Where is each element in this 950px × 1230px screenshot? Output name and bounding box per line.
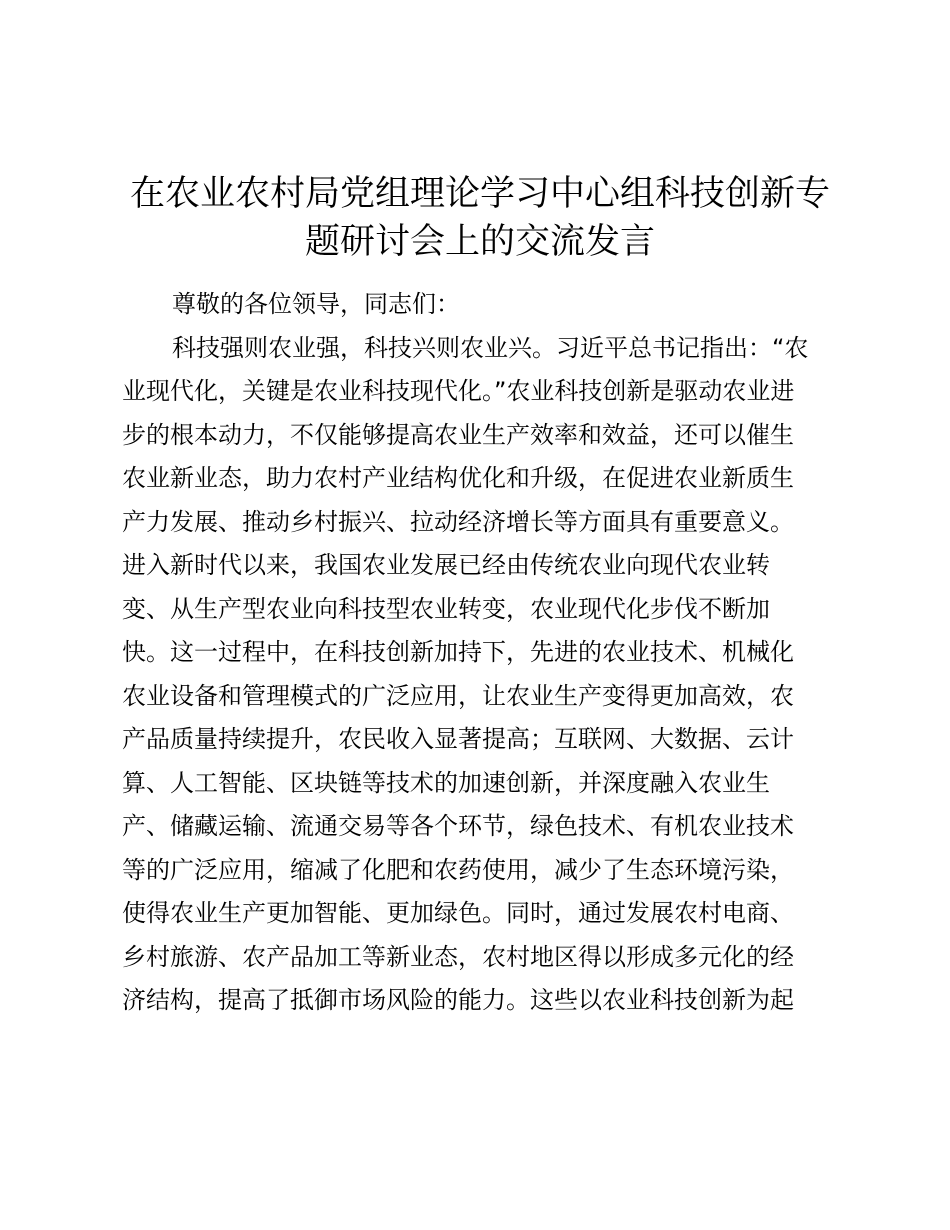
paragraph-line: 乡村旅游、农产品加工等新业态，农村地区得以形成多元化的经 [122, 942, 794, 971]
paragraph-line: 产力发展、推动乡村振兴、拉动经济增长等方面具有重要意义。 [122, 507, 794, 536]
salutation [122, 283, 834, 327]
paragraph-line: 业现代化，关键是农业科技现代化。”农业科技创新是驱动农业进 [122, 377, 795, 405]
title-line: 题研讨会上的交流发言 [304, 222, 655, 262]
title-line: 在农业农村局党组理论学习中心组科技创新专 [129, 174, 830, 214]
paragraph-line: 使得农业生产更加智能、更加绿色。同时，通过发展农村电商、 [122, 899, 794, 927]
paragraph-line: 进入新时代以来，我国农业发展已经由传统农业向现代农业转 [122, 551, 770, 579]
paragraph-line: 济结构，提高了抵御市场风险的能力。这些以农业科技创新为起 [122, 986, 794, 1014]
paragraph-line: 产品质量持续提升，农民收入显著提高；互联网、大数据、云计 [122, 725, 794, 753]
document-title [100, 170, 860, 266]
paragraph-line: 产、储藏运输、流通交易等各个环节，绿色技术、有机农业技术 [122, 812, 794, 840]
paragraph [122, 327, 834, 1023]
paragraph-line: 等的广泛应用，缩减了化肥和农药使用，减少了生态环境污染， [122, 855, 794, 884]
salutation-line: 尊敬的各位领导，同志们： [172, 290, 460, 318]
paragraph-line: 农业新业态，助力农村产业结构优化和升级，在促进农业新质生 [122, 464, 794, 492]
paragraph-line: 农业设备和管理模式的广泛应用，让农业生产变得更加高效，农 [122, 681, 794, 710]
paragraph-line: 算、人工智能、区块链等技术的加速创新，并深度融入农业生 [122, 768, 770, 797]
paragraph-line: 快。这一过程中，在科技创新加持下，先进的农业技术、机械化 [122, 638, 794, 666]
paragraph-line: 步的根本动力，不仅能够提高农业生产效率和效益，还可以催生 [122, 420, 794, 449]
paragraph-line: 科技强则农业强，科技兴则农业兴。习近平总书记指出：“农 [172, 333, 809, 362]
document-body [122, 283, 834, 1023]
paragraph-line: 变、从生产型农业向科技型农业转变，农业现代化步伐不断加 [122, 594, 770, 623]
